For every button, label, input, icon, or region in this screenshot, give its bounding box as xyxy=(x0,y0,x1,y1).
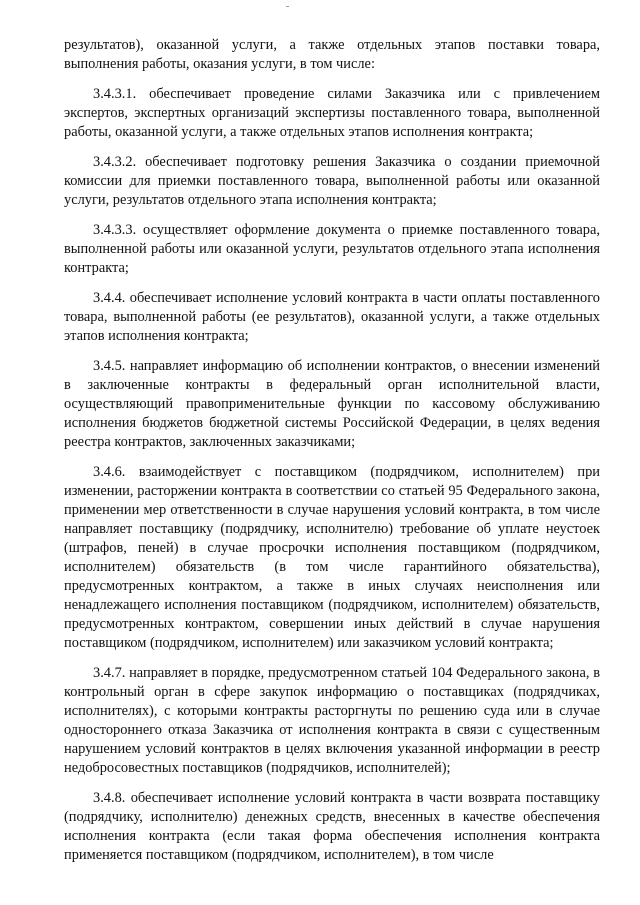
scan-mark xyxy=(286,6,289,7)
paragraph-3-4-3-2: 3.4.3.2. обеспечивает подготовку решения Заказчика о создании приемочной комиссии для приемки поставленного товара, выполненной работы или оказанной услуги, результатов отдельного этапа исполнения контракта; xyxy=(64,154,600,208)
document-body xyxy=(64,36,600,876)
paragraph-3-4-8: 3.4.8. обеспечивает исполнение условий контракта в части возврата поставщику (подрядчику, исполнителю) денежных средств, внесенных в качестве обеспечения исполнения контракта (если такая форма обеспечения исполнения контракта применяется поставщиком (подрядчиком, исполнителем), в том числе xyxy=(64,790,600,863)
paragraph-3-4-5: 3.4.5. направляет информацию об исполнении контрактов, о внесении изменений в заключенные контракты в федеральный орган исполнительной власти, осуществляющий правоприменительные функции по кассовому обслуживанию исполнения бюджетов бюджетной системы Российской Федерации, в целях ведения реестра контрактов, заключенных заказчиками; xyxy=(64,358,600,450)
paragraph-3-4-3-1: 3.4.3.1. обеспечивает проведение силами Заказчика или с привлечением экспертов, экспертных организаций экспертизы поставленного товара, выполненной работы, оказанной услуги, а также отдельных этапов исполнения контракта; xyxy=(64,86,600,140)
paragraph-3-4-6: 3.4.6. взаимодействует с поставщиком (подрядчиком, исполнителем) при изменении, расторжении контракта в соответствии со статьей 95 Федерального закона, применении мер ответственности в случае нарушения условий контракта, в том числе направляет поставщику (подрядчику, исполнителю) требование об уплате неустоек (штрафов, пеней) в случае просрочки исполнения поставщиком (подрядчиком, исполнителем) обязательств (в том числе гарантийного обязательства), предусмотренных контрактом, а также в иных случаях неисполнения или ненадлежащего исполнения поставщиком (подрядчиком, исполнителем) обязательств, предусмотренных контрактом, совершении иных действий в случае нарушения поставщиком (подрядчиком, исполнителем) или заказчиком условий контракта; xyxy=(64,464,600,651)
paragraph-3-4-4: 3.4.4. обеспечивает исполнение условий контракта в части оплаты поставленного товара, выполненной работы (ее результатов), оказанной услуги, а также отдельных этапов исполнения контракта; xyxy=(64,290,600,344)
paragraph-3-4-7: 3.4.7. направляет в порядке, предусмотренном статьей 104 Федерального закона, в контрольный орган в сфере закупок информацию о поставщиках (подрядчиках, исполнителях), с которыми контракты расторгнуты по решению суда или в случае одностороннего отказа Заказчика от исполнения контракта в связи с существенным нарушением условий контрактов в целях включения указанной информации в реестр недобросовестных поставщиков (подрядчиков, исполнителей); xyxy=(64,665,600,776)
paragraph-3-4-3-3: 3.4.3.3. осуществляет оформление документа о приемке поставленного товара, выполненной работы или оказанной услуги, результатов отдельного этапа исполнения контракта; xyxy=(64,222,600,276)
paragraph-continuation: результатов), оказанной услуги, а также отдельных этапов поставки товара, выполнения работы, оказания услуги, в том числе: xyxy=(64,37,600,72)
